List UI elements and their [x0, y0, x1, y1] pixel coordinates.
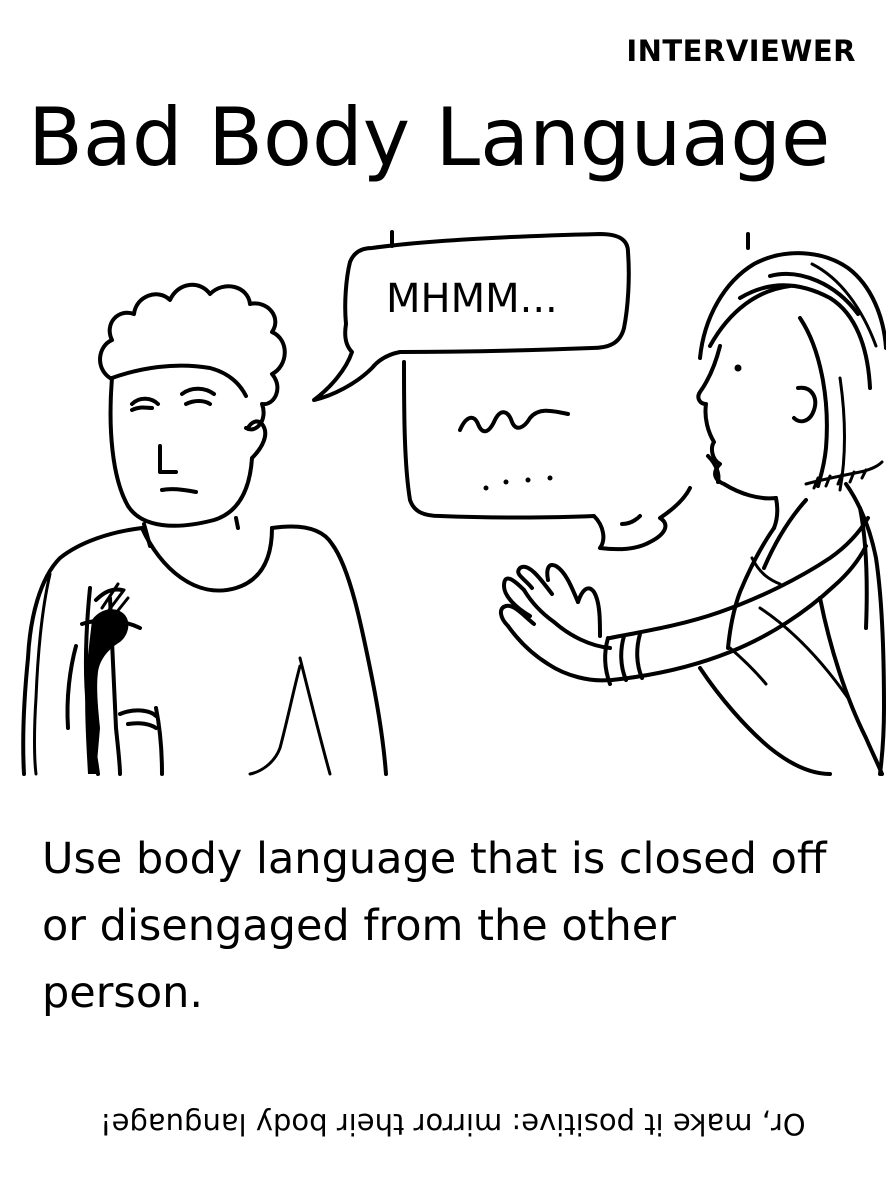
speaker-figure	[501, 253, 886, 774]
role-label: INTERVIEWER	[626, 34, 856, 68]
card-title: Bad Body Language	[28, 91, 831, 184]
speech-bubble-icon	[314, 232, 629, 400]
flip-tip-upside-down: Or, make it positive: mirror their body language!	[100, 1107, 806, 1141]
card-description: Use body language that is closed off or disengaged from the other person.	[42, 834, 827, 1018]
card-illustration	[0, 228, 886, 776]
speech-bubble-text: MHMM...	[386, 276, 558, 322]
listener-figure	[23, 285, 386, 774]
